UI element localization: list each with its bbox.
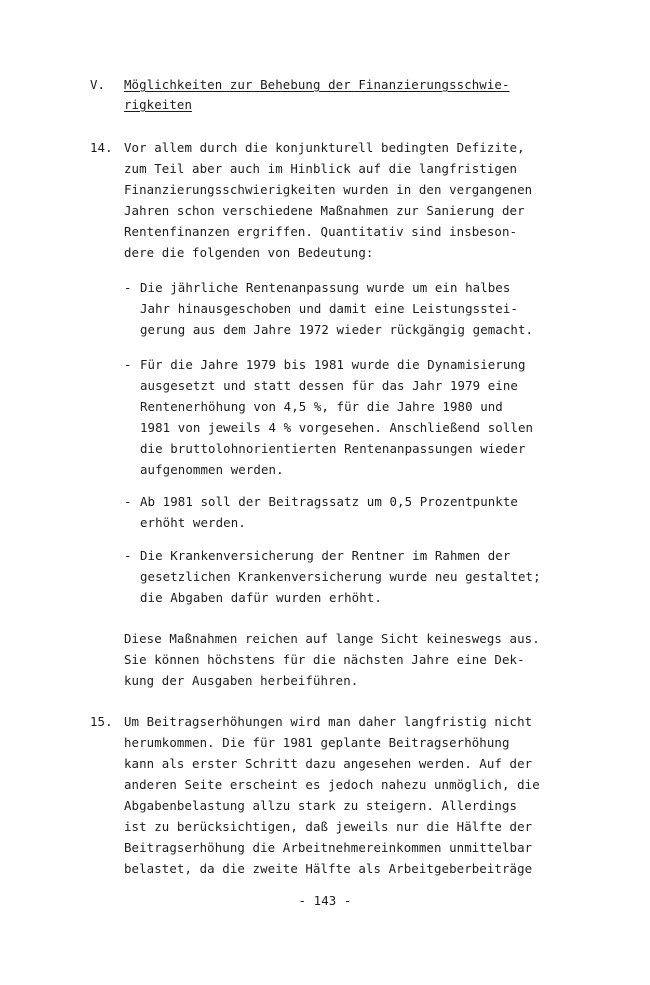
paragraph-14-line: dere die folgenden von Bedeutung: — [124, 245, 374, 260]
paragraph-15-line: kann als erster Schritt dazu angesehen werden. Auf der — [124, 756, 533, 771]
bullet-1-line: Die jährliche Rentenanpassung wurde um ein halbes — [140, 280, 511, 295]
paragraph-14-line: Vor allem durch die konjunkturell bedingten Defizite, — [124, 140, 525, 155]
bullet-4-line: die Abgaben dafür wurden erhöht. — [140, 590, 382, 605]
paragraph-14-conclusion-line: Sie können höchstens für die nächsten Jahre eine Dek- — [124, 652, 525, 667]
bullet-2-line: aufgenommen werden. — [140, 462, 284, 477]
bullet-marker: - — [124, 280, 132, 295]
paragraph-15-line: Abgabenbelastung allzu stark zu steigern. Allerdings — [124, 798, 518, 813]
bullet-marker: - — [124, 494, 132, 509]
page-number: - 143 - — [298, 893, 352, 908]
bullet-2-line: Rentenerhöhung von 4,5 %, für die Jahre 1980 und — [140, 399, 503, 414]
paragraph-15-line: Um Beitragserhöhungen wird man daher langfristig nicht — [124, 714, 533, 729]
paragraph-14-line: Finanzierungsschwierigkeiten wurden in den vergangenen — [124, 182, 533, 197]
bullet-1-line: gerung aus dem Jahre 1972 wieder rückgängig gemacht. — [140, 322, 534, 337]
paragraph-15-line: Beitragserhöhung die Arbeitnehmereinkommen unmittelbar — [124, 840, 533, 855]
paragraph-14-line: zum Teil aber auch im Hinblick auf die langfristigen — [124, 161, 518, 176]
paragraph-number-14: 14. — [90, 140, 113, 155]
bullet-4-line: gesetzlichen Krankenversicherung wurde neu gestaltet; — [140, 569, 541, 584]
paragraph-15-line: ist zu berücksichtigen, daß jeweils nur die Hälfte der — [124, 819, 533, 834]
bullet-3-line: erhöht werden. — [140, 515, 246, 530]
paragraph-15-line: herumkommen. Die für 1981 geplante Beitragserhöhung — [124, 735, 510, 750]
bullet-marker: - — [124, 548, 132, 563]
section-number: V. — [90, 77, 106, 92]
paragraph-number-15: 15. — [90, 714, 113, 729]
paragraph-14-conclusion-line: Diese Maßnahmen reichen auf lange Sicht keineswegs aus. — [124, 631, 540, 646]
bullet-2-line: Für die Jahre 1979 bis 1981 wurde die Dynamisierung — [140, 357, 526, 372]
section-heading-line-2: rigkeiten — [124, 97, 193, 112]
bullet-3-line: Ab 1981 soll der Beitragssatz um 0,5 Prozentpunkte — [140, 494, 518, 509]
paragraph-14-line: Rentenfinanzen ergriffen. Quantitativ sind insbeson- — [124, 224, 518, 239]
bullet-1-line: Jahr hinausgeschoben und damit eine Leistungsstei- — [140, 301, 518, 316]
bullet-marker: - — [124, 357, 132, 372]
paragraph-15-line: belastet, da die zweite Hälfte als Arbeitgeberbeiträge — [124, 861, 533, 876]
paragraph-14-conclusion-line: kung der Ausgaben herbeiführen. — [124, 673, 359, 688]
paragraph-15-line: anderen Seite erscheint es jedoch nahezu unmöglich, die — [124, 777, 540, 792]
bullet-4-line: Die Krankenversicherung der Rentner im Rahmen der — [140, 548, 511, 563]
paragraph-14-line: Jahren schon verschiedene Maßnahmen zur Sanierung der — [124, 203, 525, 218]
section-heading-line-1: Möglichkeiten zur Behebung der Finanzierungsschwie- — [124, 77, 510, 92]
bullet-2-line: die bruttolohnorientierten Rentenanpassungen wieder — [140, 441, 526, 456]
bullet-2-line: 1981 von jeweils 4 % vorgesehen. Anschließend sollen — [140, 420, 534, 435]
bullet-2-line: ausgesetzt und statt dessen für das Jahr 1979 eine — [140, 378, 518, 393]
